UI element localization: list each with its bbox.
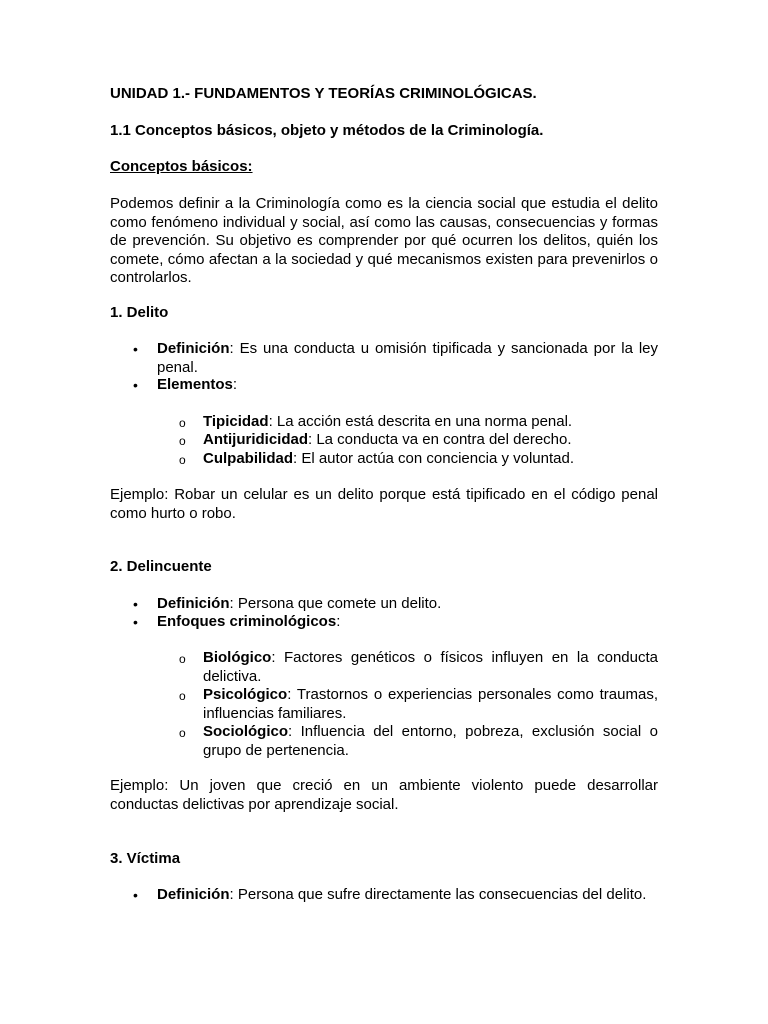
sub-item-text: : La acción está descrita en una norma penal.	[268, 413, 573, 430]
definition-term: Definición	[157, 340, 230, 357]
elements-text: :	[232, 376, 238, 393]
delito-sub-item	[179, 431, 658, 450]
section-title: 1.1 Conceptos básicos, objeto y métodos de la Criminología.	[110, 122, 544, 139]
sub-item-text: : Factores genéticos o físicos influyen en la conducta delictiva.	[203, 649, 658, 685]
definition-text: : Persona que comete un delito.	[229, 595, 442, 612]
approaches-term: Enfoques criminológicos	[157, 613, 337, 630]
delincuente-heading: 2. Delincuente	[110, 558, 212, 575]
definition-term: Definición	[157, 886, 230, 903]
definition-term: Definición	[157, 595, 230, 612]
sub-item-text: : La conducta va en contra del derecho.	[308, 431, 572, 448]
delincuente-sub-item	[179, 686, 658, 723]
delincuente-sub-item	[179, 723, 658, 760]
sub-item-text: : El autor actúa con conciencia y voluntad.	[293, 450, 575, 467]
delito-definition-item	[133, 340, 658, 377]
sub-item-term: Sociológico	[203, 723, 289, 740]
delito-example: Ejemplo: Robar un celular es un delito porque está tipificado en el código penal como hurto o robo.	[110, 486, 658, 522]
delito-sub-item	[179, 413, 658, 432]
sub-item-term: Culpabilidad	[203, 450, 293, 467]
sub-item-term: Psicológico	[203, 686, 288, 703]
delito-elements-item	[133, 376, 658, 395]
bullet-icon: •	[133, 614, 138, 630]
victima-heading: 3. Víctima	[110, 850, 181, 867]
sub-bullet-icon: o	[179, 416, 186, 430]
definition-text: : Es una conducta u omisión tipificada y sancionada por la ley penal.	[157, 340, 658, 376]
bullet-icon: •	[133, 596, 138, 612]
victima-definition-item	[133, 886, 658, 905]
subsection-title: Conceptos básicos:	[110, 158, 253, 175]
sub-item-term: Biológico	[203, 649, 272, 666]
delincuente-example: Ejemplo: Un joven que creció en un ambiente violento puede desarrollar conductas delictivas por aprendizaje social.	[110, 777, 658, 813]
bullet-icon: •	[133, 341, 138, 357]
delincuente-approaches-item	[133, 613, 658, 632]
bullet-icon: •	[133, 377, 138, 393]
delito-heading: 1. Delito	[110, 304, 169, 321]
delincuente-sub-item	[179, 649, 658, 686]
sub-bullet-icon: o	[179, 652, 186, 666]
sub-bullet-icon: o	[179, 453, 186, 467]
delito-sub-item	[179, 450, 658, 469]
elements-term: Elementos	[157, 376, 233, 393]
delincuente-definition-item	[133, 595, 658, 614]
sub-item-text: : Influencia del entorno, pobreza, exclusión social o grupo de pertenencia.	[203, 723, 658, 759]
unit-title: UNIDAD 1.- FUNDAMENTOS Y TEORÍAS CRIMINOLÓGICAS.	[110, 85, 537, 102]
sub-bullet-icon: o	[179, 689, 186, 703]
intro-paragraph: Podemos definir a la Criminología como es la ciencia social que estudia el delito como fenómeno individual y social, así como las causas, consecuencias y formas de prevención. Su objetivo es comprender por qué ocurren los delitos, quién los comete, cómo afectan a la sociedad y qué mecanismos existen para prevenirlos o controlarlos.	[110, 195, 658, 286]
definition-text: : Persona que sufre directamente las consecuencias del delito.	[229, 886, 647, 903]
approaches-text: :	[336, 613, 341, 630]
bullet-icon: •	[133, 887, 138, 903]
sub-item-term: Antijuridicidad	[203, 431, 308, 448]
sub-bullet-icon: o	[179, 726, 186, 740]
sub-bullet-icon: o	[179, 434, 186, 448]
sub-item-text: : Trastornos o experiencias personales como traumas, influencias familiares.	[203, 686, 658, 722]
sub-item-term: Tipicidad	[203, 413, 269, 430]
